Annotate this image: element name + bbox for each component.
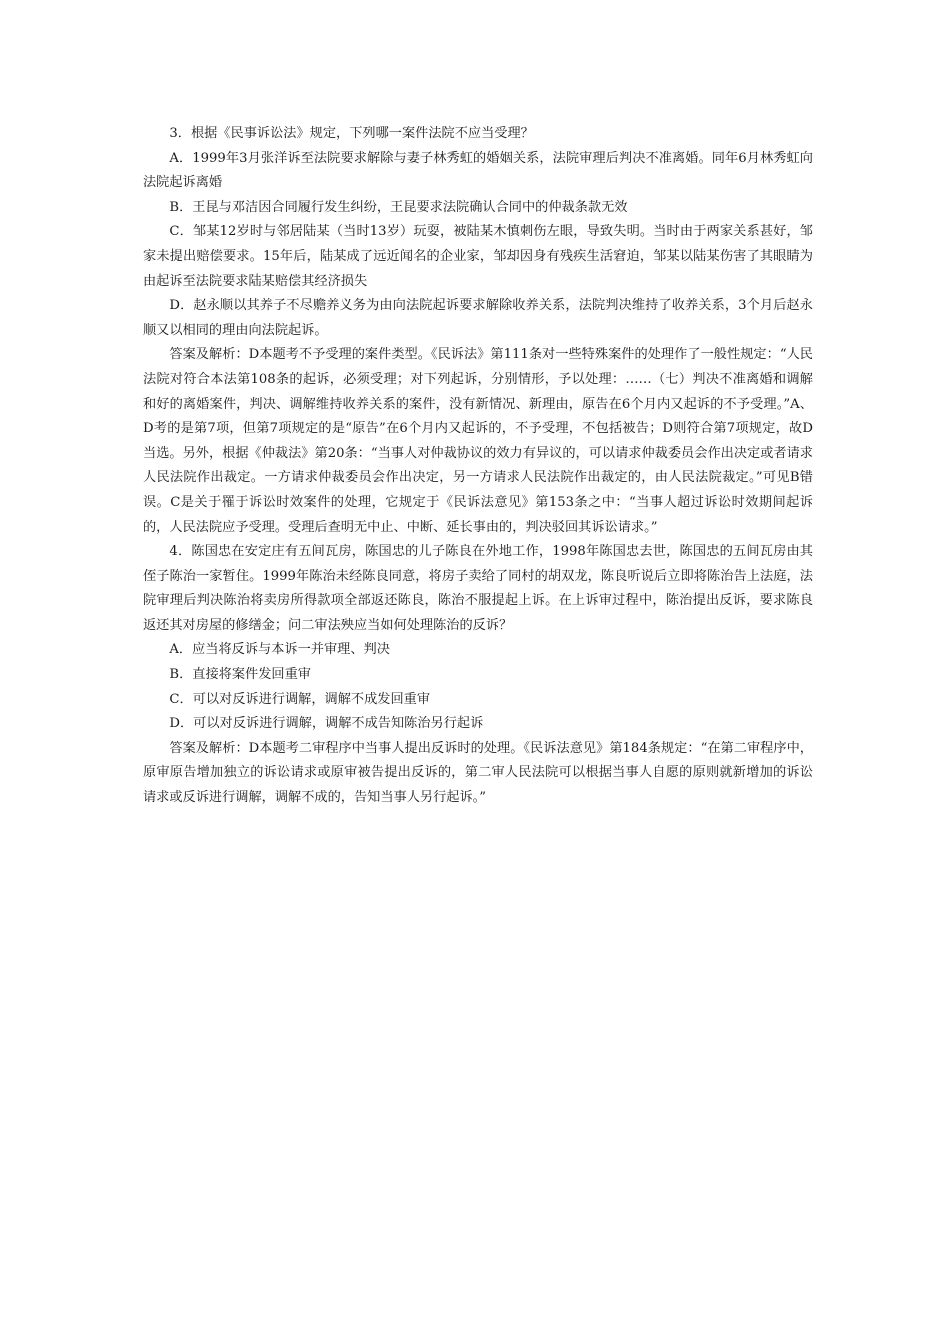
question-3-answer: 答案及解析：D本题考不予受理的案件类型。《民诉法》第111条对一些特殊案件的处理作了一般性规定：“人民法院对符合本法第108条的起诉，必须受理；对下列起诉，分别情形，予以处理：……（七）判决不准离婚和调解和好的离婚案件，判决、调解维持收养关系的案件，没有新情况、新理由，原告在6个月内又起诉的不予受理。”A、D考的是第7项，但第7项规定的是“原告”在6个月内又起诉的，不予受理，不包括被告；D则符合第7项规定，故D当选。另外，根据《仲裁法》第20条：“当事人对仲裁协议的效力有异议的，可以请求仲裁委员会作出决定或者请求人民法院作出裁定。一方请求仲裁委员会作出决定，另一方请求人民法院作出裁定的，由人民法院裁定。”可见B错误。C是关于罹于诉讼时效案件的处理，它规定于《民诉法意见》第153条之中：“当事人超过诉讼时效期间起诉的，人民法院应予受理。受理后查明无中止、中断、延长事由的，判决驳回其诉讼请求。” [143, 347, 813, 535]
question-4-option-b: B．直接将案件发回重审 [169, 667, 311, 683]
question-3-option-c: C．邹某12岁时与邻居陆某（当时13岁）玩耍，被陆某木慎刺伤左眼，导致失明。当时由于两家关系甚好，邹家未提出赔偿要求。15年后，陆某成了远近闻名的企业家，邹却因身有残疾生活窘迫，邹某以陆某伤害了其眼睛为由起诉至法院要求陆某赔偿其经济损失 [143, 224, 813, 289]
question-4-option-d: D．可以对反诉进行调解，调解不成告知陈治另行起诉 [169, 716, 484, 732]
question-3-option-d: D．赵永顺以其养子不尽赡养义务为由向法院起诉要求解除收养关系，法院判决维持了收养关系，3个月后赵永顺又以相同的理由向法院起诉。 [143, 298, 813, 338]
question-4-option-a: A．应当将反诉与本诉一并审理、判决 [169, 642, 390, 658]
question-3-stem: 3．根据《民事诉讼法》规定，下列哪一案件法院不应当受理？ [169, 126, 534, 141]
document-body [143, 122, 813, 811]
question-4-stem: 4．陈国忠在安定庄有五间瓦房，陈国忠的儿子陈良在外地工作，1998年陈国忠去世，陈国忠的五间瓦房由其侄子陈治一家暂住。1999年陈治未经陈良同意，将房子卖给了同村的胡双龙，陈良听说后立即将陈治告上法庭，法院审理后判决陈治将卖房所得款项全部返还陈良，陈治不服提起上诉。在上诉审过程中，陈治提出反诉，要求陈良返还其对房屋的修缮金；问二审法殃应当如何处理陈治的反诉？ [143, 544, 813, 633]
question-4-answer: 答案及解析：D本题考二审程序中当事人提出反诉时的处理。《民诉法意见》第184条规定：“在第二审程序中，原审原告增加独立的诉讼请求或原审被告提出反诉的，第二审人民法院可以根据当事人自愿的原则就新增加的诉讼请求或反诉进行调解，调解不成的，告知当事人另行起诉。” [143, 740, 813, 806]
question-3-option-b: B．王昆与邓洁因合同履行发生纠纷，王昆要求法院确认合同中的仲裁条款无效 [169, 199, 628, 215]
question-3-option-a: A．1999年3月张洋诉至法院要求解除与妻子林秀虹的婚姻关系，法院审理后判决不准离婚。同年6月林秀虹向法院起诉离婚 [143, 150, 813, 191]
question-4-option-c: C．可以对反诉进行调解，调解不成发回重审 [169, 691, 431, 707]
